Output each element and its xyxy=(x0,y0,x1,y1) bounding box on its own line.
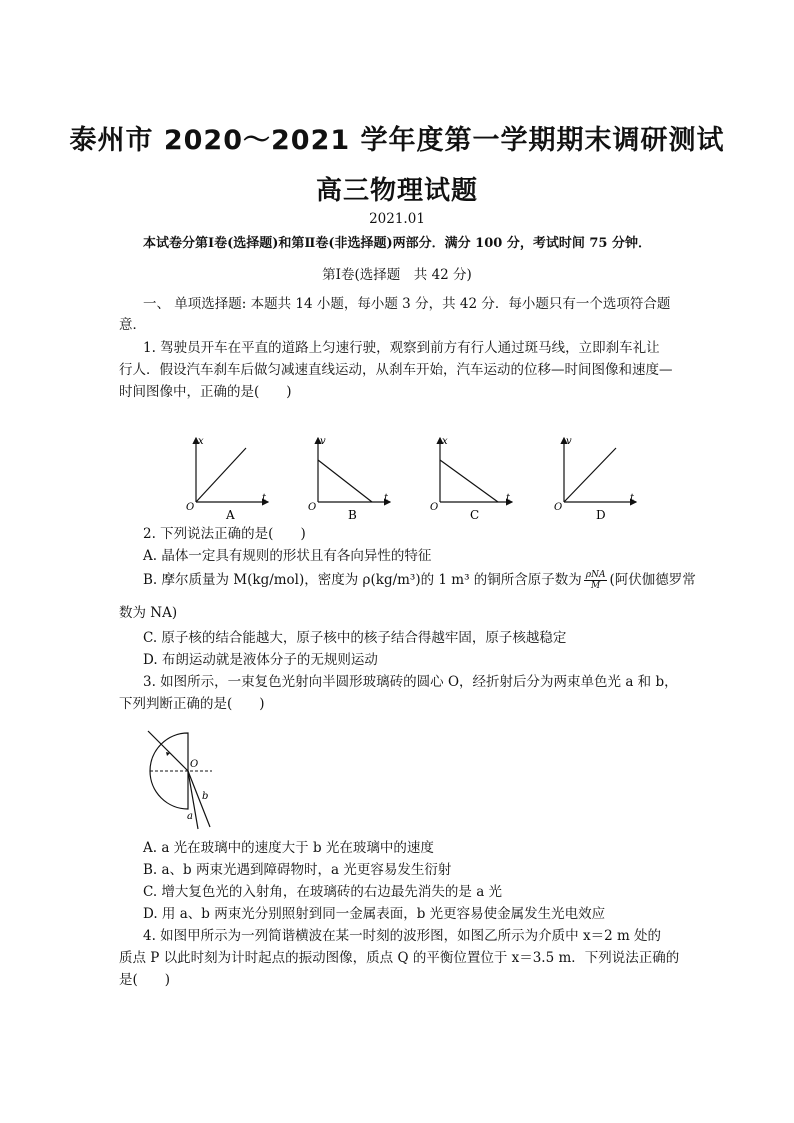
q2-option-b xyxy=(143,568,696,591)
graph-c-origin: O xyxy=(430,502,439,513)
graph-c-label: C xyxy=(470,508,480,522)
q3-option-c: C. 增大复色光的入射角，在玻璃砖的右边最先消失的是 a 光 xyxy=(143,884,503,900)
fig-label-o: O xyxy=(190,759,199,770)
q4-line3: 是( ) xyxy=(119,972,171,988)
graph-a-xaxis: t xyxy=(262,493,267,504)
q2-option-b-cont: 数为 NA) xyxy=(119,605,178,621)
q2-option-d: D. 布朗运动就是液体分子的无规则运动 xyxy=(143,652,378,668)
graph-d-yaxis: v xyxy=(566,436,572,447)
q1-line2: 行人．假设汽车刹车后做匀减速直线运动，从刹车开始，汽车运动的位移—时间图像和速度— xyxy=(119,362,673,378)
graph-d-label: D xyxy=(596,508,606,522)
q3-option-a: A. a 光在玻璃中的速度大于 b 光在玻璃中的速度 xyxy=(143,840,434,856)
q1-line3: 时间图像中，正确的是( ) xyxy=(119,384,292,400)
q2-fraction xyxy=(584,570,608,591)
graph-a xyxy=(186,436,268,522)
graph-c-yaxis: x xyxy=(442,436,448,447)
graph-b xyxy=(308,436,390,522)
q2-option-b-pre: B. 摩尔质量为 M(kg/mol)，密度为 ρ(kg/m³)的 1 m³ 的铜所含原子数为 xyxy=(143,572,582,588)
q1-line1: 1. 驾驶员开车在平直的道路上匀速行驶，观察到前方有行人通过斑马线，立即刹车礼让 xyxy=(143,340,660,356)
graph-a-origin: O xyxy=(186,502,195,513)
q3-line1: 3. 如图所示，一束复色光射向半圆形玻璃砖的圆心 O，经折射后分为两束单色光 a 和 b， xyxy=(143,674,678,690)
q3-option-d: D. 用 a、b 两束光分别照射到同一金属表面，b 光更容易使金属发生光电效应 xyxy=(143,906,606,922)
graph-b-label: B xyxy=(348,508,357,522)
graph-d-origin: O xyxy=(554,502,563,513)
incident-ray xyxy=(148,731,188,771)
q2-option-a: A. 晶体一定具有规则的形状且有各向异性的特征 xyxy=(143,548,432,564)
q3-figure xyxy=(140,725,230,830)
graph-c-xaxis: t xyxy=(506,493,511,504)
q4-line1: 4. 如图甲所示为一列简谐横波在某一时刻的波形图，如图乙所示为介质中 x＝2 m 处的 xyxy=(143,928,662,944)
fig-label-b: b xyxy=(202,791,209,802)
q2-fraction-num: ρNA xyxy=(585,570,606,580)
q3-line2: 下列判断正确的是( ) xyxy=(119,696,265,712)
q4-line2: 质点 P 以此时刻为计时起点的振动图像，质点 Q 的平衡位置位于 x＝3.5 m．下列说法正确的 xyxy=(119,950,680,966)
graph-b-origin: O xyxy=(308,502,317,513)
exam-intro: 本试卷分第Ⅰ卷(选择题)和第Ⅱ卷(非选择题)两部分．满分 100 分，考试时间 75 分钟． xyxy=(143,236,651,251)
graph-d-xaxis: t xyxy=(630,493,635,504)
fig-label-a: a xyxy=(187,811,193,822)
q2-stem: 2. 下列说法正确的是( ) xyxy=(143,526,306,542)
q2-option-b-post: (阿伏伽德罗常 xyxy=(609,572,696,588)
q2-fraction-den: M xyxy=(591,581,601,591)
graph-b-yaxis: v xyxy=(320,436,326,447)
part1-heading: 一、 单项选择题: 本题共 14 小题，每小题 3 分，共 42 分．每小题只有一个选项符合题 xyxy=(143,296,671,312)
exam-date: 2021.01 xyxy=(369,211,425,227)
graph-c xyxy=(430,436,512,522)
graph-a-yaxis: x xyxy=(198,436,204,447)
graph-d xyxy=(554,436,636,522)
q2-option-c: C. 原子核的结合能越大，原子核中的核子结合得越牢固，原子核越稳定 xyxy=(143,630,567,646)
exam-title: 泰州市 2020～2021 学年度第一学期期末调研测试 xyxy=(69,125,725,156)
graph-a-label: A xyxy=(226,508,235,522)
q3-option-b: B. a、b 两束光遇到障碍物时，a 光更容易发生衍射 xyxy=(143,862,452,878)
q1-graphs xyxy=(180,430,650,525)
graph-b-xaxis: t xyxy=(384,493,389,504)
exam-subtitle: 高三物理试题 xyxy=(315,176,478,206)
part1-heading-cont: 意． xyxy=(119,317,146,333)
section-title: 第Ⅰ卷(选择题 共 42 分) xyxy=(322,267,472,283)
